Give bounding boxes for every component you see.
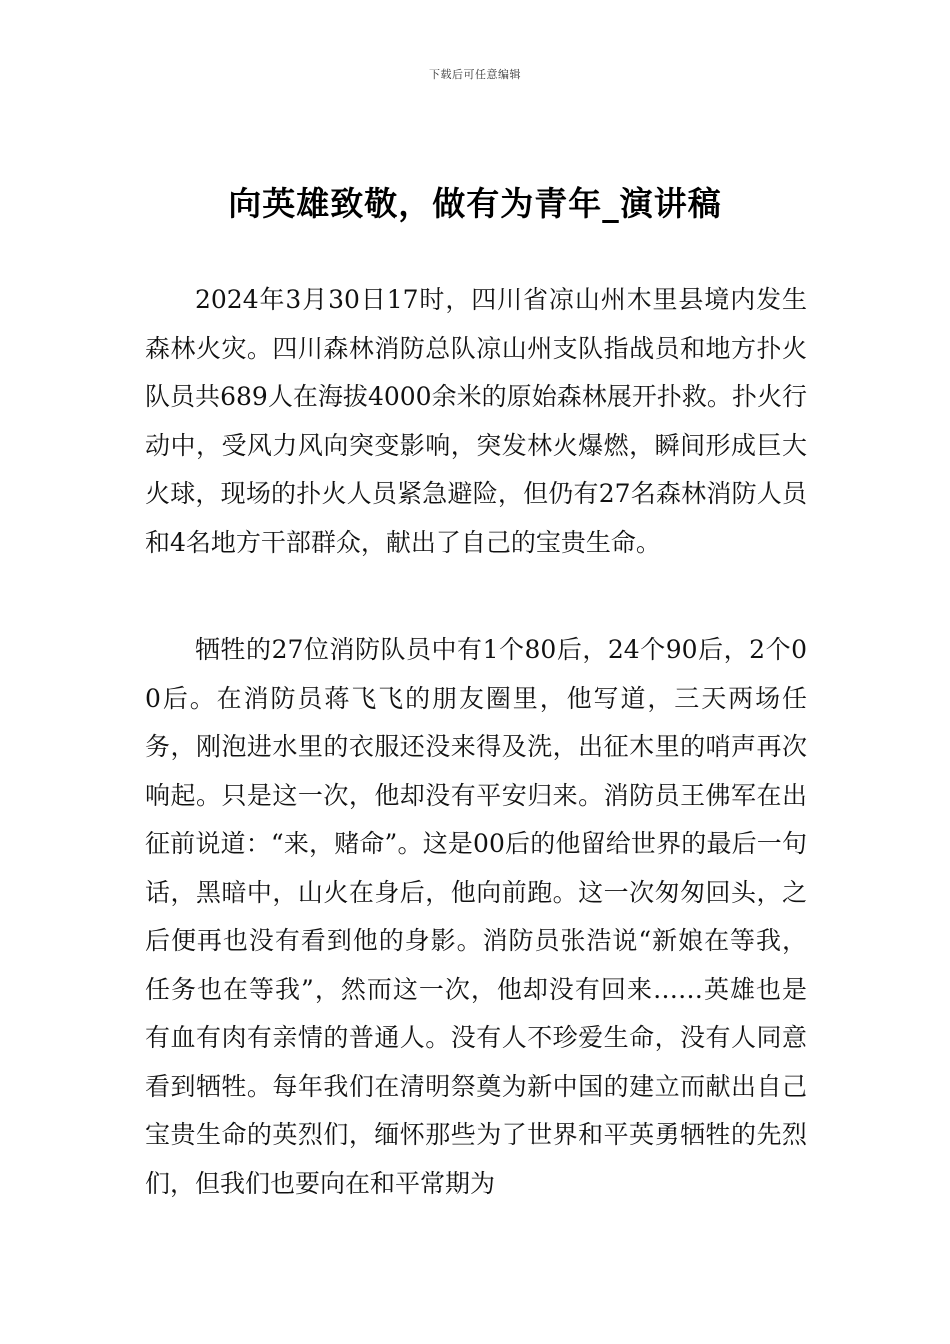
paragraph-2: 牺牲的27位消防队员中有1个80后，24个90后，2个00后。在消防员蒋飞飞的朋友圈里，他写道，三天两场任务，刚泡进水里的衣服还没来得及洗，出征木里的哨声再次响起。只是这一次，他却没有平安归来。消防员王佛军在出征前说道：“来，赌命”。这是00后的他留给世界的最后一句话，黑暗中，山火在身后，他向前跑。这一次匆匆回头，之后便再也没有看到他的身影。消防员张浩说“新娘在等我，任务也在等我”，然而这一次，他却没有回来……英雄也是有血有肉有亲情的普通人。没有人不珍爱生命，没有人同意看到牺牲。每年我们在清明祭奠为新中国的建立而献出自己宝贵生命的英烈们，缅怀那些为了世界和平英勇牺牲的先烈们，但我们也要向在和平常期为 [145, 635, 807, 1198]
paragraph-1: 2024年3月30日17时，四川省凉山州木里县境内发生森林火灾。四川森林消防总队凉山州支队指战员和地方扑火队员共689人在海拔4000余米的原始森林展开扑救。扑火行动中，受风力风向突变影响，突发林火爆燃，瞬间形成巨大火球，现场的扑火人员紧急避险，但仍有27名森林消防人员和4名地方干部群众，献出了自己的宝贵生命。 [145, 285, 807, 557]
page-title: 向英雄致敬，做有为青年_演讲稿 [228, 184, 722, 223]
header-note: 下载后可任意编辑 [429, 68, 521, 81]
